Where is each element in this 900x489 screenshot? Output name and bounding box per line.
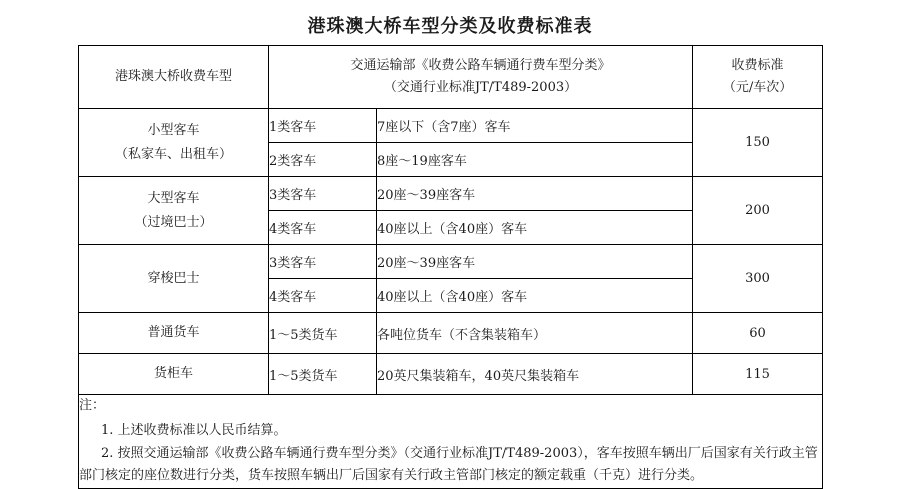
row-fee: 115 — [693, 354, 823, 395]
row-category-name: 货柜车 — [153, 366, 193, 382]
row-description: 40座以上（含40座）客车 — [377, 279, 693, 313]
table-header-row — [79, 46, 823, 109]
header-fee-line2: （元/车次） — [722, 80, 793, 95]
row-category-name: 穿梭巴士 — [147, 270, 200, 286]
row-category-name: 小型客车 — [147, 123, 200, 139]
row-category-sub: （私家车、出租车） — [114, 146, 232, 162]
row-category — [79, 177, 269, 245]
note-item-2: 2. 按照交通运输部《收费公路车辆通行费车型分类》（交通行业标准JT/T489-2003），客车按照车辆出厂后国家有关行政主管 — [101, 445, 818, 461]
row-category — [79, 313, 269, 354]
row-description: 7座以下（含7座）客车 — [377, 109, 693, 143]
row-class: 1～5类货车 — [269, 313, 377, 354]
table-row — [79, 354, 823, 395]
row-description: 40座以上（含40座）客车 — [377, 211, 693, 245]
notes-heading: 注： — [79, 398, 106, 413]
header-classification — [269, 46, 693, 109]
row-class: 3类客车 — [269, 245, 377, 279]
row-category — [79, 109, 269, 177]
table-row — [79, 245, 823, 279]
header-classification-line2: （交通行业标准JT/T489-2003） — [383, 80, 578, 95]
row-class: 1～5类货车 — [269, 354, 377, 395]
table-row — [79, 109, 823, 143]
row-fee: 60 — [693, 313, 823, 354]
header-classification-line1: 交通运输部《收费公路车辆通行费车型分类》 — [350, 57, 611, 73]
row-description: 8座～19座客车 — [377, 143, 693, 177]
fee-standards-table — [78, 45, 823, 489]
fee-table-container — [78, 45, 822, 489]
row-description: 20座～39座客车 — [377, 177, 693, 211]
table-row — [79, 177, 823, 211]
header-vehicle-type-line1: 港珠澳大桥收费车型 — [114, 68, 232, 84]
row-class: 2类客车 — [269, 143, 377, 177]
row-description: 20英尺集装箱车，40英尺集装箱车 — [377, 354, 693, 395]
table-notes-row — [79, 395, 823, 489]
row-class: 1类客车 — [269, 109, 377, 143]
table-notes — [79, 395, 823, 489]
row-category — [79, 245, 269, 313]
row-category-name: 普通货车 — [147, 325, 200, 341]
header-fee-line1: 收费标准 — [731, 57, 784, 73]
row-fee: 300 — [693, 245, 823, 313]
row-category — [79, 354, 269, 395]
row-description: 20座～39座客车 — [377, 245, 693, 279]
header-fee — [693, 46, 823, 109]
page-title: 港珠澳大桥车型分类及收费标准表 — [307, 16, 593, 37]
header-vehicle-type — [79, 46, 269, 109]
note-item-2-continued: 部门核定的座位数进行分类，货车按照车辆出厂后国家有关行政主管部门核定的额定载重（千克）进行分类。 — [79, 468, 704, 484]
row-fee: 200 — [693, 177, 823, 245]
table-row — [79, 313, 823, 354]
row-class: 3类客车 — [269, 177, 377, 211]
row-description: 各吨位货车（不含集装箱车） — [377, 313, 693, 354]
row-category-sub: （过境巴士） — [134, 214, 213, 230]
row-class: 4类客车 — [269, 279, 377, 313]
row-category-name: 大型客车 — [147, 191, 200, 207]
note-item-1: 1. 上述收费标准以人民币结算。 — [101, 422, 287, 438]
row-fee: 150 — [693, 109, 823, 177]
row-class: 4类客车 — [269, 211, 377, 245]
